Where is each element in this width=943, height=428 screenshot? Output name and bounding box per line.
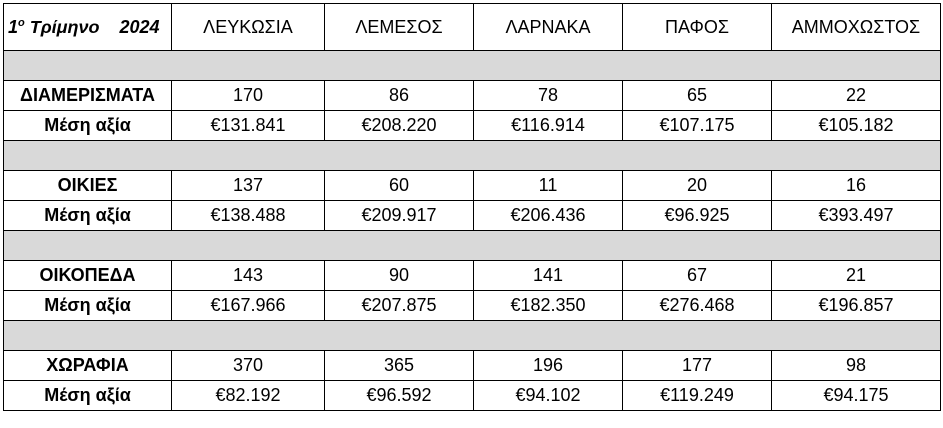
quarter-number: 1 — [8, 16, 19, 37]
separator-cell — [4, 231, 941, 261]
average-value-cell-nicosia: €167.966 — [172, 291, 325, 321]
property-sales-table — [3, 3, 941, 411]
count-cell-nicosia: 170 — [172, 81, 325, 111]
average-value-row — [4, 291, 941, 321]
count-cell-limassol: 86 — [325, 81, 474, 111]
average-value-label: Μέση αξία — [4, 111, 172, 141]
header-row — [4, 4, 941, 51]
average-value-cell-nicosia: €131.841 — [172, 111, 325, 141]
average-value-cell-famagusta: €105.182 — [772, 111, 941, 141]
count-cell-nicosia: 370 — [172, 351, 325, 381]
average-value-cell-larnaca: €182.350 — [474, 291, 623, 321]
count-row — [4, 261, 941, 291]
count-cell-limassol: 90 — [325, 261, 474, 291]
quarter-ordinal: ο — [18, 16, 25, 29]
count-row — [4, 351, 941, 381]
count-cell-famagusta: 98 — [772, 351, 941, 381]
count-cell-paphos: 65 — [623, 81, 772, 111]
group-separator-row — [4, 321, 941, 351]
count-cell-larnaca: 11 — [474, 171, 623, 201]
average-value-cell-limassol: €208.220 — [325, 111, 474, 141]
property-type-label: ΔΙΑΜΕΡΙΣΜΑΤΑ — [4, 81, 172, 111]
average-value-cell-larnaca: €206.436 — [474, 201, 623, 231]
group-separator-row — [4, 231, 941, 261]
quarter-year-label: Τρίμηνο 2024 — [24, 16, 160, 37]
average-value-cell-famagusta: €196.857 — [772, 291, 941, 321]
group-separator-row — [4, 51, 941, 81]
count-row — [4, 171, 941, 201]
count-cell-limassol: 365 — [325, 351, 474, 381]
separator-cell — [4, 141, 941, 171]
district-header-limassol: ΛΕΜΕΣΟΣ — [325, 4, 474, 51]
count-cell-famagusta: 21 — [772, 261, 941, 291]
average-value-label: Μέση αξία — [4, 381, 172, 411]
count-cell-nicosia: 137 — [172, 171, 325, 201]
count-cell-paphos: 177 — [623, 351, 772, 381]
count-cell-larnaca: 78 — [474, 81, 623, 111]
average-value-cell-nicosia: €138.488 — [172, 201, 325, 231]
average-value-row — [4, 111, 941, 141]
count-row — [4, 81, 941, 111]
average-value-cell-nicosia: €82.192 — [172, 381, 325, 411]
average-value-cell-paphos: €96.925 — [623, 201, 772, 231]
average-value-cell-larnaca: €116.914 — [474, 111, 623, 141]
property-type-label: ΟΙΚΙΕΣ — [4, 171, 172, 201]
average-value-cell-limassol: €96.592 — [325, 381, 474, 411]
quarter-year-header — [4, 4, 172, 51]
count-cell-nicosia: 143 — [172, 261, 325, 291]
average-value-cell-limassol: €209.917 — [325, 201, 474, 231]
average-value-cell-paphos: €276.468 — [623, 291, 772, 321]
average-value-cell-famagusta: €393.497 — [772, 201, 941, 231]
count-cell-larnaca: 196 — [474, 351, 623, 381]
count-cell-limassol: 60 — [325, 171, 474, 201]
count-cell-larnaca: 141 — [474, 261, 623, 291]
district-header-larnaca: ΛΑΡΝΑΚΑ — [474, 4, 623, 51]
average-value-label: Μέση αξία — [4, 201, 172, 231]
district-header-nicosia: ΛΕΥΚΩΣΙΑ — [172, 4, 325, 51]
group-separator-row — [4, 141, 941, 171]
average-value-cell-larnaca: €94.102 — [474, 381, 623, 411]
count-cell-famagusta: 22 — [772, 81, 941, 111]
average-value-cell-famagusta: €94.175 — [772, 381, 941, 411]
average-value-cell-paphos: €107.175 — [623, 111, 772, 141]
district-header-paphos: ΠΑΦΟΣ — [623, 4, 772, 51]
average-value-label: Μέση αξία — [4, 291, 172, 321]
separator-cell — [4, 321, 941, 351]
separator-cell — [4, 51, 941, 81]
average-value-cell-limassol: €207.875 — [325, 291, 474, 321]
property-type-label: ΟΙΚΟΠΕΔΑ — [4, 261, 172, 291]
count-cell-paphos: 67 — [623, 261, 772, 291]
count-cell-paphos: 20 — [623, 171, 772, 201]
property-type-label: ΧΩΡΑΦΙΑ — [4, 351, 172, 381]
average-value-row — [4, 381, 941, 411]
count-cell-famagusta: 16 — [772, 171, 941, 201]
average-value-row — [4, 201, 941, 231]
average-value-cell-paphos: €119.249 — [623, 381, 772, 411]
district-header-famagusta: ΑΜΜΟΧΩΣΤΟΣ — [772, 4, 941, 51]
